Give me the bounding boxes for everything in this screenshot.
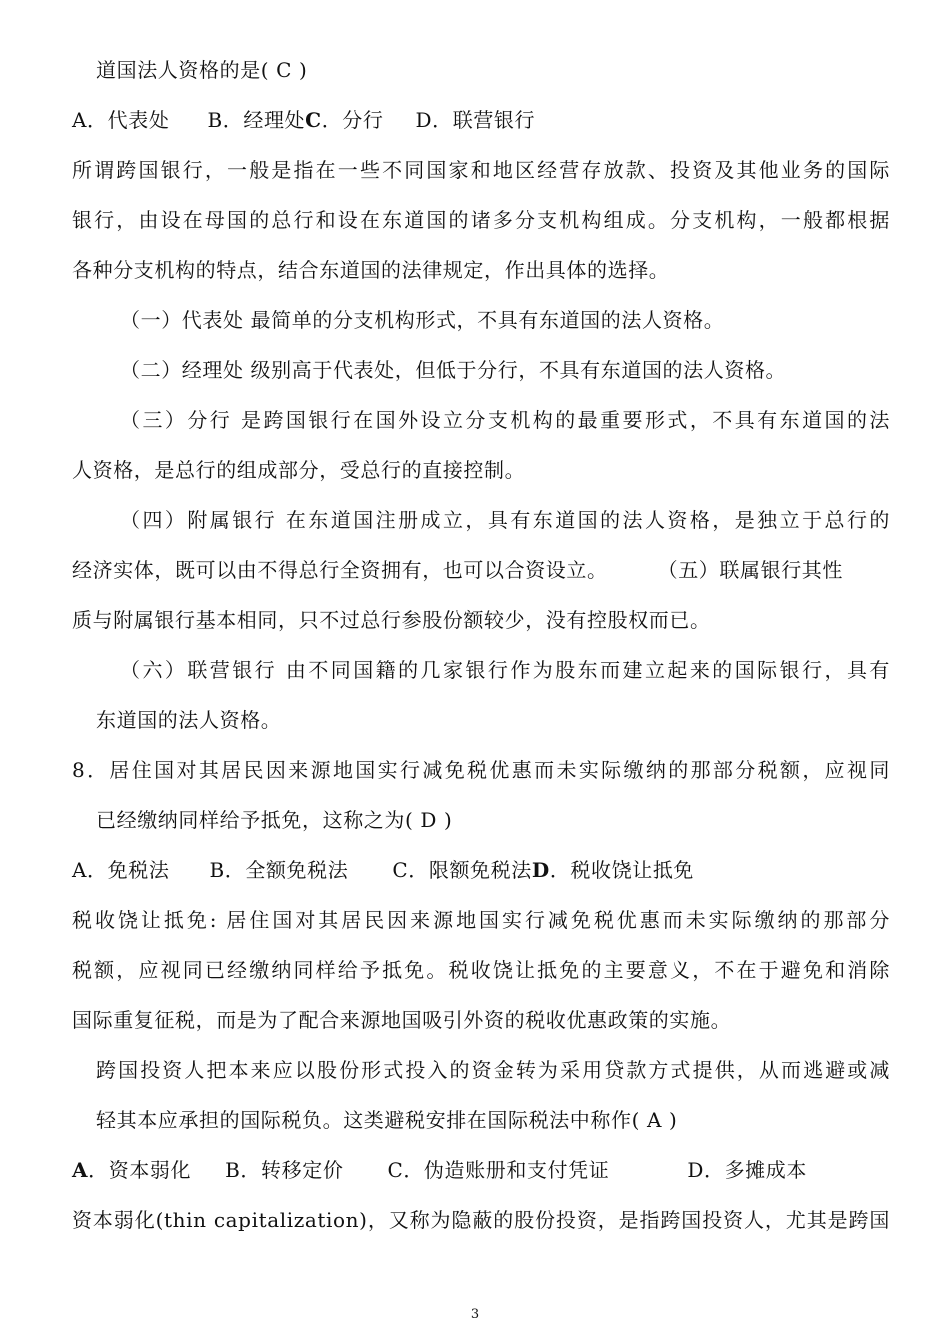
q8-option-d: ．税收饶让抵免 — [549, 858, 695, 882]
q9-option-a: ．资本弱化 — [88, 1158, 192, 1182]
q8-option-b: B．全额免税法 — [209, 858, 349, 882]
q7-option-b: B．经理处 — [207, 108, 306, 132]
q7-option-a: A．代表处 — [72, 108, 170, 132]
explain7-branch-b: 人资格，是总行的组成部分，受总行的直接控制。 — [72, 458, 526, 482]
q9-option-c: C．伪造账册和支付凭证 — [387, 1158, 610, 1182]
q9-options — [72, 1158, 807, 1182]
q8-explain-1: 税收饶让抵免: 居住国对其居民因来源地国实行减免税优惠而未实际缴纳的那部分 — [72, 908, 890, 932]
explain7-subsidiary-b-text: 经济实体，既可以由不得总行全资拥有，也可以合资设立。 — [72, 558, 608, 582]
q8-options — [72, 858, 694, 882]
explain7-line-3: 各种分支机构的特点，结合东道国的法律规定，作出具体的选择。 — [72, 258, 670, 282]
explain7-joint-bank-a: （六）联营银行 由不同国籍的几家银行作为股东而建立起来的国际银行，具有 — [120, 658, 890, 682]
q9-explain-1: 资本弱化(thin capitalization)，又称为隐蔽的股份投资，是指跨国投资人，尤其是跨国 — [72, 1208, 890, 1232]
q9-option-d: D．多摊成本 — [687, 1158, 807, 1182]
q7-answer-letter: C — [305, 108, 322, 132]
explain7-subsidiary-b — [72, 558, 843, 582]
q9-answer-letter: A — [72, 1158, 89, 1182]
q7-options — [72, 108, 535, 132]
explain7-branch-a: （三）分行 是跨国银行在国外设立分支机构的最重要形式，不具有东道国的法 — [120, 408, 890, 432]
explain7-manager-office: （二）经理处 级别高于代表处，但低于分行，不具有东道国的法人资格。 — [120, 358, 787, 382]
q7-option-d: D．联营银行 — [415, 108, 536, 132]
explain7-line-1: 所谓跨国银行，一般是指在一些不同国家和地区经营存放款、投资及其他业务的国际 — [72, 158, 890, 182]
q8-option-c: C．限额免税法 — [392, 858, 532, 882]
q9-stem-2: 轻其本应承担的国际税负。这类避税安排在国际税法中称作( A ) — [96, 1108, 678, 1132]
q8-option-a: A．免税法 — [72, 858, 170, 882]
q8-stem-1: 8．居住国对其居民因来源地国实行减免税优惠而未实际缴纳的那部分税额，应视同 — [72, 758, 890, 782]
q9-stem-1: 跨国投资人把本来应以股份形式投入的资金转为采用贷款方式提供，从而逃避或减 — [96, 1058, 890, 1082]
q9-option-b: B．转移定价 — [225, 1158, 344, 1182]
q8-explain-2: 税额，应视同已经缴纳同样给予抵免。税收饶让抵免的主要意义，不在于避免和消除 — [72, 958, 890, 982]
q8-answer-letter: D — [531, 858, 550, 882]
explain7-subsidiary-a: （四）附属银行 在东道国注册成立，具有东道国的法人资格，是独立于总行的 — [120, 508, 890, 532]
q7-stem-tail: 道国法人资格的是( C ) — [96, 58, 308, 82]
explain7-line-2: 银行，由设在母国的总行和设在东道国的诸多分支机构组成。分支机构，一般都根据 — [72, 208, 890, 232]
explain7-affiliate-b: 质与附属银行基本相同，只不过总行参股份额较少，没有控股权而已。 — [72, 608, 711, 632]
q8-explain-3: 国际重复征税，而是为了配合来源地国吸引外资的税收优惠政策的实施。 — [72, 1008, 732, 1032]
q8-stem-2: 已经缴纳同样给予抵免，这称之为( D ) — [96, 808, 453, 832]
page-number: 3 — [470, 1307, 480, 1322]
explain7-affiliate-start: （五）联属银行其性 — [657, 558, 844, 582]
explain7-joint-bank-b: 东道国的法人资格。 — [96, 708, 282, 732]
explain7-rep-office: （一）代表处 最简单的分支机构形式，不具有东道国的法人资格。 — [120, 308, 725, 332]
q7-option-c: ．分行 — [321, 108, 384, 132]
